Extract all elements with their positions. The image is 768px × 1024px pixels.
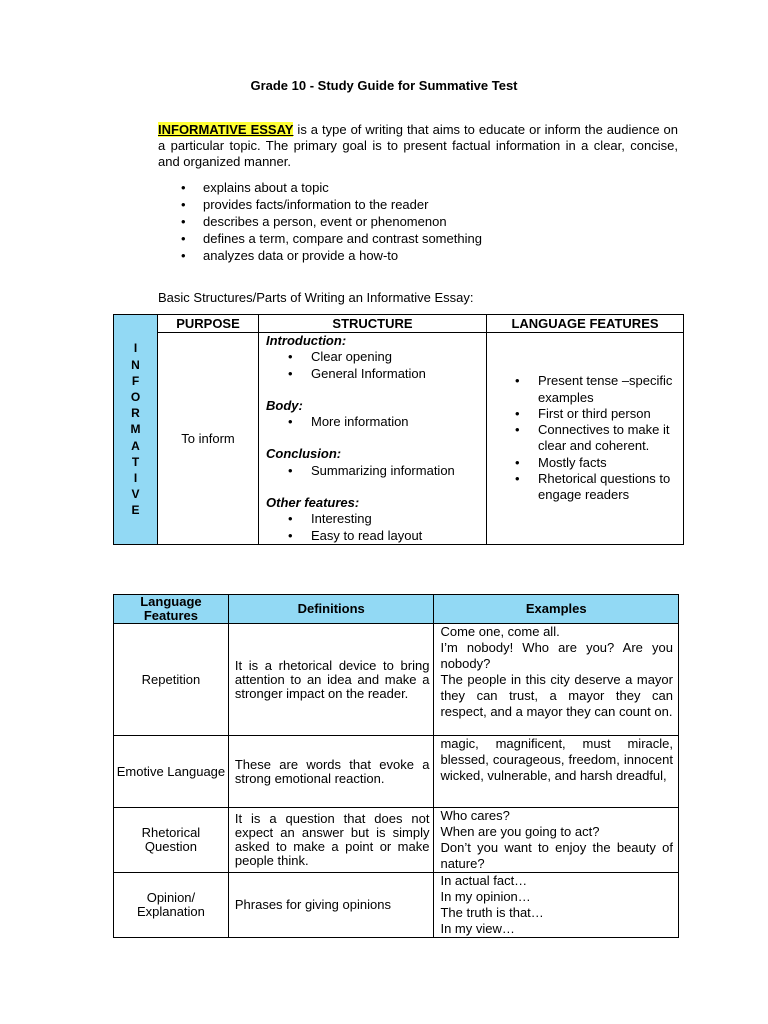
example-line: magic, magnificent, must miracle, blessed, courageous, freedom, innocent wicked, vulnerable, and harsh dreadful,: [440, 736, 673, 783]
list-item: • Easy to read layout: [266, 528, 486, 544]
list-item: • Connectives to make it clear and coherent.: [487, 422, 683, 455]
intro-paragraph: [158, 122, 678, 170]
table-header-row: [114, 315, 684, 333]
list-item: • Rhetorical questions to engage readers: [487, 471, 683, 504]
example-line: Come one, come all.: [440, 624, 560, 639]
vertical-letter: I: [133, 341, 138, 356]
language-features-cell: [487, 333, 684, 545]
table-row: [114, 333, 684, 545]
definition-cell: It is a rhetorical device to bring attention to an idea and make a stronger impact on the reader.: [228, 624, 434, 736]
page-title: Grade 10 - Study Guide for Summative Test: [250, 78, 518, 93]
informative-vertical-label: [114, 315, 158, 545]
vertical-letter: R: [131, 406, 140, 421]
introduction-list: [266, 349, 486, 382]
example-line: When are you going to act?: [440, 824, 600, 839]
structures-heading: Basic Structures/Parts of Writing an Informative Essay:: [158, 290, 474, 305]
structure-table: [113, 314, 684, 545]
table-row: [114, 873, 679, 938]
purpose-cell: To inform: [158, 333, 259, 545]
vertical-letter: M: [130, 422, 141, 437]
language-features-header: LANGUAGE FEATURES: [487, 315, 684, 333]
definition-cell: It is a question that does not expect an answer but is simply asked to make a point or make people think.: [228, 808, 434, 873]
list-item: • defines a term, compare and contrast something: [158, 230, 482, 247]
other-features-label: Other features:: [266, 495, 360, 511]
vertical-letter: N: [131, 357, 140, 372]
list-item: • General Information: [266, 366, 486, 382]
examples-cell: [434, 873, 679, 938]
example-line: I’m nobody! Who are you? Are you nobody?: [440, 640, 673, 671]
table-row: [114, 736, 679, 808]
list-item: • Summarizing information: [266, 463, 486, 479]
list-item: • Mostly facts: [487, 455, 683, 471]
language-features-table: [113, 594, 679, 938]
essay-characteristics-list: [158, 179, 482, 264]
example-line: Don’t you want to enjoy the beauty of nature?: [440, 840, 673, 871]
language-features-list: [487, 373, 683, 503]
list-item: • More information: [266, 414, 486, 430]
feature-cell: Opinion/ Explanation: [114, 873, 229, 938]
list-item: • Clear opening: [266, 349, 486, 365]
definitions-column-header: Definitions: [228, 595, 434, 624]
informative-essay-term: INFORMATIVE ESSAY: [158, 122, 294, 137]
language-features-column-header: Language Features: [114, 595, 229, 624]
body-label: Body:: [266, 397, 303, 413]
table-row: [114, 808, 679, 873]
definition-cell: Phrases for giving opinions: [228, 873, 434, 938]
example-line: In my opinion…: [440, 889, 531, 904]
vertical-letter: V: [131, 487, 140, 502]
example-line: The people in this city deserve a mayor they can trust, a mayor they can respect, and a mayor they can count on.: [440, 672, 673, 719]
structure-header: STRUCTURE: [259, 315, 487, 333]
conclusion-label: Conclusion:: [266, 446, 342, 462]
example-line: The truth is that…: [440, 905, 544, 920]
list-item: • Interesting: [266, 511, 486, 527]
structure-cell: [259, 333, 487, 545]
list-item: • explains about a topic: [158, 179, 482, 196]
example-line: In actual fact…: [440, 873, 528, 888]
examples-cell: [434, 624, 679, 736]
vertical-letter: E: [131, 503, 140, 518]
feature-cell: Emotive Language: [114, 736, 229, 808]
table-header-row: [114, 595, 679, 624]
conclusion-list: [266, 463, 486, 479]
examples-cell: [434, 736, 679, 808]
examples-column-header: Examples: [434, 595, 679, 624]
list-item: • analyzes data or provide a how-to: [158, 247, 482, 264]
intro-text: is a type of writing that aims to educate or inform the audience on a particular topic. The primary goal is to present factual information in a clear, concise, and organized manner.: [158, 122, 679, 169]
list-item: • First or third person: [487, 406, 683, 422]
table-row: [114, 624, 679, 736]
feature-cell: Repetition: [114, 624, 229, 736]
example-line: Who cares?: [440, 808, 510, 823]
vertical-letter: T: [131, 454, 140, 469]
vertical-letter: A: [131, 438, 140, 453]
example-line: In my view…: [440, 921, 515, 936]
vertical-letter: I: [133, 470, 138, 485]
list-item: • Present tense –specific examples: [487, 373, 683, 406]
list-item: • provides facts/information to the reader: [158, 196, 482, 213]
body-list: [266, 414, 486, 430]
purpose-header: PURPOSE: [158, 315, 259, 333]
vertical-letter: F: [131, 373, 140, 388]
examples-cell: [434, 808, 679, 873]
vertical-letter: O: [130, 389, 141, 404]
feature-cell: Rhetorical Question: [114, 808, 229, 873]
introduction-label: Introduction:: [266, 333, 347, 348]
other-features-list: [266, 511, 486, 544]
definition-cell: These are words that evoke a strong emotional reaction.: [228, 736, 434, 808]
list-item: • describes a person, event or phenomenon: [158, 213, 482, 230]
